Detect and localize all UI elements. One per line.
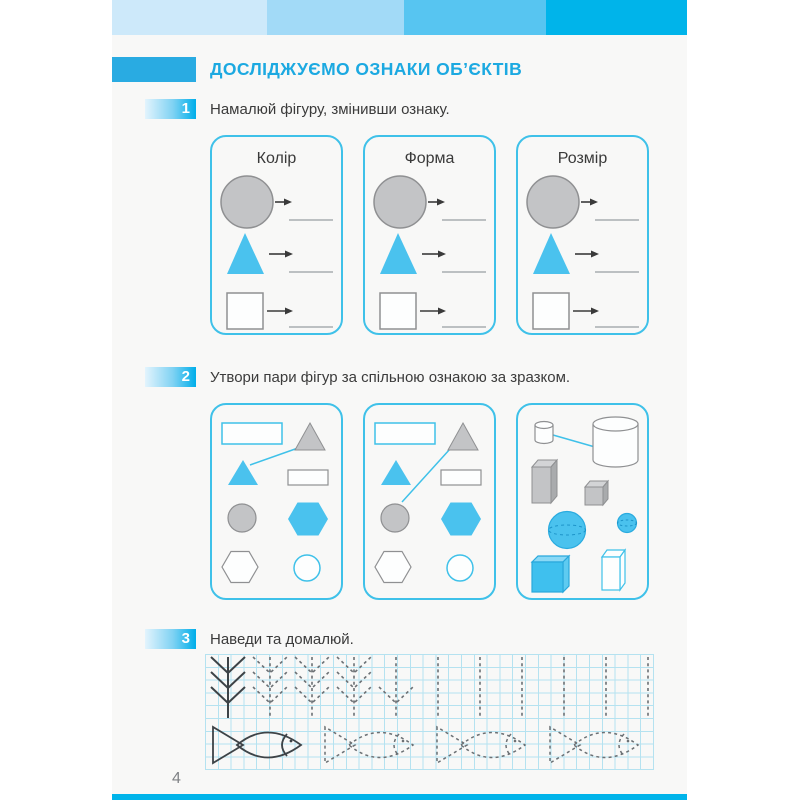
- white-prism-front[interactable]: [602, 557, 620, 590]
- task-2-badge: 2: [145, 367, 196, 387]
- small-blue-sphere-shape[interactable]: [618, 514, 637, 533]
- gray-cube-front[interactable]: [585, 487, 603, 505]
- gray-prism-front[interactable]: [532, 467, 551, 503]
- page-number: 4: [172, 770, 181, 787]
- gray-triangle-shape[interactable]: [295, 423, 325, 450]
- gray-circle-shape[interactable]: [381, 504, 409, 532]
- footer-bar: [112, 794, 687, 800]
- task-2-cards: [210, 403, 649, 600]
- blue-outline-rectangle-shape: [375, 423, 435, 444]
- task-1-cards: [210, 135, 649, 335]
- white-square-shape: [380, 293, 416, 329]
- task-1-badge: 1: [145, 99, 196, 119]
- gray-triangle-shape[interactable]: [448, 423, 478, 450]
- branch-trees-dashed[interactable]: [253, 657, 648, 718]
- card-title: Колір: [256, 150, 297, 167]
- example-pair-line: [250, 448, 298, 465]
- fish-dashed[interactable]: [325, 727, 638, 763]
- attribute-card-size: [516, 135, 649, 335]
- fish-solid: [213, 727, 301, 763]
- pairs-card-2: [363, 403, 496, 600]
- gray-circle-shape: [527, 176, 579, 228]
- small-cylinder-top: [535, 422, 553, 429]
- white-hexagon-shape[interactable]: [222, 552, 258, 583]
- arrow-head-icon: [590, 199, 598, 206]
- gray-prism-side[interactable]: [551, 460, 557, 503]
- pairs-card-3d: [516, 403, 649, 600]
- worksheet-page: [112, 0, 687, 800]
- pairs-illustration: [212, 405, 341, 598]
- task-3-instruction: Наведи та домалюй.: [210, 631, 354, 648]
- tracing-patterns: [205, 654, 654, 770]
- arrow-head-icon: [437, 199, 445, 206]
- branch-tree-solid: [211, 657, 245, 718]
- header-color-bars: [112, 0, 687, 35]
- blue-triangle-shape: [380, 233, 417, 274]
- header-bar-1: [112, 0, 267, 35]
- blue-cube-side[interactable]: [563, 556, 569, 592]
- task-2-instruction: Утвори пари фігур за спільною ознакою за зразком.: [210, 369, 571, 386]
- blue-outline-circle-shape[interactable]: [294, 555, 320, 581]
- card-shapes-illustration: [365, 172, 498, 335]
- card-title: Форма: [404, 150, 455, 167]
- header-bar-4: [546, 0, 687, 35]
- blue-triangle-shape: [227, 233, 264, 274]
- arrow-head-icon: [591, 308, 599, 315]
- arrow-head-icon: [284, 199, 292, 206]
- tracing-grid[interactable]: [205, 654, 654, 770]
- card-shapes-illustration: [212, 172, 345, 335]
- blue-cube-front[interactable]: [532, 562, 563, 592]
- task-1-instruction: Намалюй фігуру, змінивши ознаку.: [210, 101, 450, 118]
- white-prism-side[interactable]: [620, 550, 625, 590]
- task-3-badge: 3: [145, 629, 196, 649]
- title-accent-bar: [112, 57, 196, 82]
- blue-hexagon-shape[interactable]: [441, 503, 481, 536]
- header-bar-2: [267, 0, 404, 35]
- arrow-head-icon: [591, 251, 599, 258]
- large-blue-sphere-shape[interactable]: [549, 512, 586, 549]
- white-rectangle-shape[interactable]: [441, 470, 481, 485]
- blue-outline-rectangle-shape: [222, 423, 282, 444]
- attribute-card-color: [210, 135, 343, 335]
- pairs-card-1: [210, 403, 343, 600]
- white-hexagon-shape[interactable]: [375, 552, 411, 583]
- gray-circle-shape: [374, 176, 426, 228]
- pairs-illustration: [365, 405, 494, 598]
- white-square-shape: [227, 293, 263, 329]
- arrow-head-icon: [438, 308, 446, 315]
- gray-circle-shape[interactable]: [228, 504, 256, 532]
- card-shapes-illustration: [518, 172, 651, 335]
- arrow-head-icon: [285, 251, 293, 258]
- pairs-3d-illustration: [518, 405, 647, 598]
- card-title: Розмір: [557, 150, 608, 167]
- blue-triangle-shape[interactable]: [381, 460, 411, 485]
- page-title: ДОСЛІДЖУЄМО ОЗНАКИ ОБ’ЄКТІВ: [210, 59, 523, 79]
- arrow-head-icon: [285, 308, 293, 315]
- example-pair-line: [553, 435, 595, 447]
- header-bar-3: [404, 0, 546, 35]
- white-square-shape: [533, 293, 569, 329]
- blue-triangle-shape: [533, 233, 570, 274]
- gray-circle-shape: [221, 176, 273, 228]
- blue-outline-circle-shape[interactable]: [447, 555, 473, 581]
- attribute-card-shape: [363, 135, 496, 335]
- arrow-head-icon: [438, 251, 446, 258]
- large-cylinder-top[interactable]: [593, 417, 638, 431]
- blue-hexagon-shape[interactable]: [288, 503, 328, 536]
- white-rectangle-shape[interactable]: [288, 470, 328, 485]
